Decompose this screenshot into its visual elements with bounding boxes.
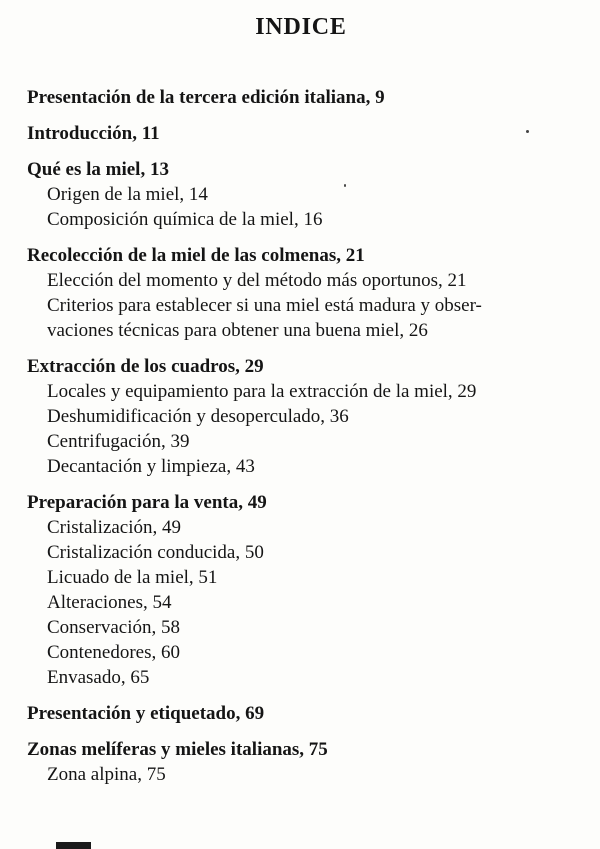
toc-item: Alteraciones, 54 [47, 592, 172, 613]
toc-heading: Extracción de los cuadros, 29 [27, 356, 264, 377]
toc-item: Contenedores, 60 [47, 642, 180, 663]
toc-item: Zona alpina, 75 [47, 764, 166, 785]
toc-item: Conservación, 58 [47, 617, 180, 638]
toc-heading: Recolección de la miel de las colmenas, 21 [27, 245, 365, 266]
toc-item: Locales y equipamiento para la extracción de la miel, 29 [47, 381, 477, 402]
toc-section [27, 157, 575, 232]
toc-item: Envasado, 65 [47, 667, 150, 688]
toc-item: Elección del momento y del método más oportunos, 21 [47, 270, 467, 291]
scan-artifact [56, 842, 91, 849]
toc-heading: Zonas melíferas y mieles italianas, 75 [27, 739, 328, 760]
toc-item: Cristalización conducida, 50 [47, 542, 264, 563]
toc-section [27, 243, 575, 343]
toc-item: Deshumidificación y desoperculado, 36 [47, 406, 349, 427]
toc-item: Licuado de la miel, 51 [47, 567, 218, 588]
toc-item: Criterios para establecer si una miel está madura y obser- [47, 295, 482, 316]
toc-item: Centrifugación, 39 [47, 431, 190, 452]
toc-heading: Presentación de la tercera edición italiana, 9 [27, 87, 385, 108]
toc-heading: Introducción, 11 [27, 123, 160, 144]
toc-section [27, 701, 575, 726]
toc-item: Decantación y limpieza, 43 [47, 456, 255, 477]
toc-section [27, 121, 575, 146]
page-title: INDICE [255, 14, 347, 40]
scan-speck [344, 184, 346, 187]
toc-item: Cristalización, 49 [47, 517, 182, 538]
toc-section [27, 354, 575, 479]
toc-section [27, 490, 575, 690]
toc-item: Composición química de la miel, 16 [47, 209, 323, 230]
toc-heading: Preparación para la venta, 49 [27, 492, 267, 513]
toc-item: Origen de la miel, 14 [47, 184, 208, 205]
toc-item-continuation: vaciones técnicas para obtener una buena miel, 26 [47, 320, 428, 341]
toc-section [27, 85, 575, 110]
toc-heading: Qué es la miel, 13 [27, 159, 169, 180]
toc-heading: Presentación y etiquetado, 69 [27, 703, 265, 724]
scan-speck [526, 130, 529, 133]
toc-section [27, 737, 575, 787]
